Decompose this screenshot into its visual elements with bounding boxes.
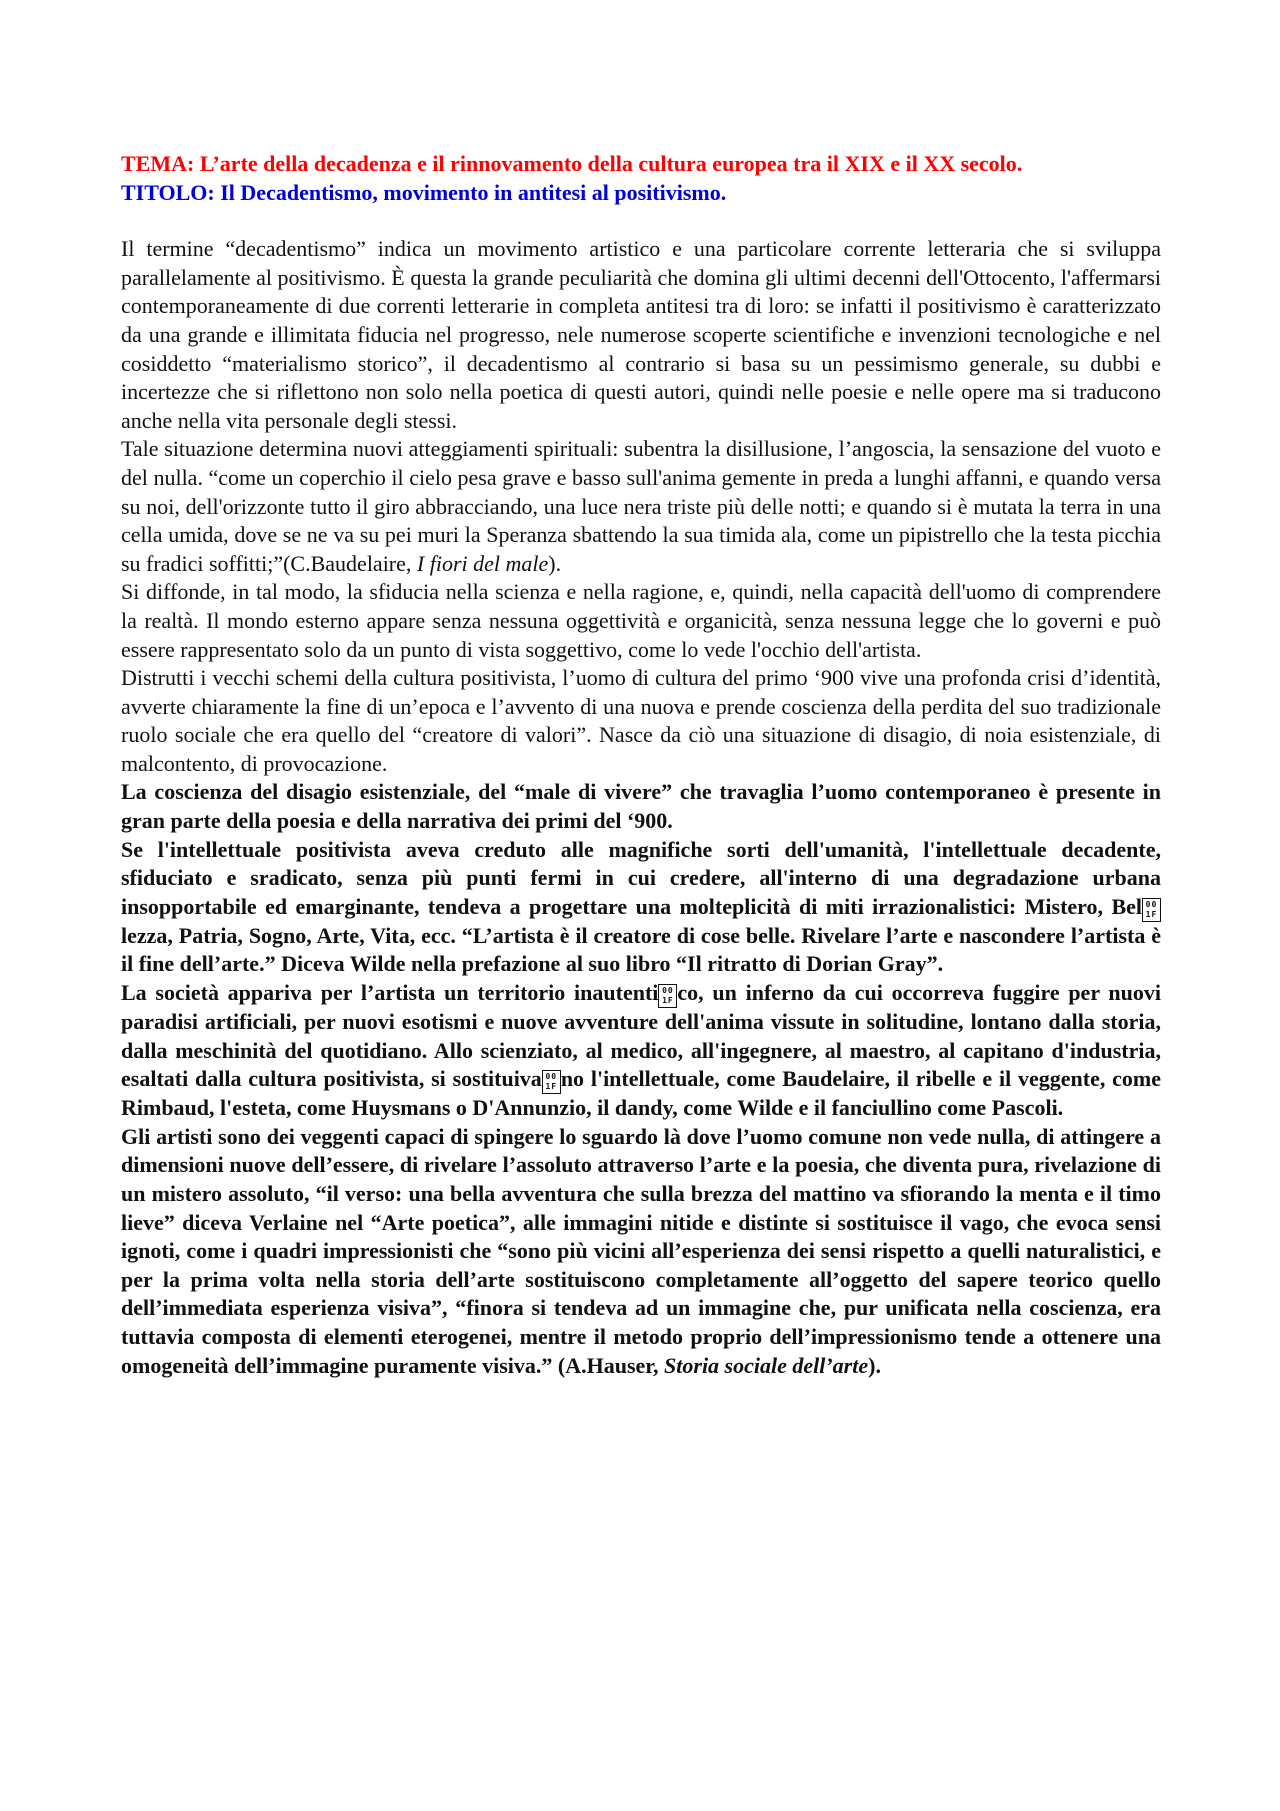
paragraph-7: [121, 979, 1161, 1123]
paragraph-2: [121, 435, 1161, 578]
missing-glyph-icon: 00 1F: [1142, 898, 1161, 922]
paragraph-7-b: co, un inferno da cui occorreva fuggire per nuovi paradisi artificiali, per nuovi esotismi e nuove avventure dell'anima vissute in solitudine, lontano dalla storia, dalla meschinità del quotidiano. Allo scienziato, al medico, all'ingegnere, al maestro, al capitano d'industria, esaltati dalla cultura positivista, si sostituiva: [121, 980, 1162, 1092]
paragraph-2-text: Tale situazione determina nuovi atteggiamenti spirituali: subentra la disillusione, l’angoscia, la sensazione del vuoto e del nulla. “come un coperchio il cielo pesa grave e basso sull'anima gemente in preda a lunghi affanni, e quando versa su noi, dell'orizzonte tutto il giro abbracciando, una luce nera triste più delle notti; e quando si è mutata la terra in una cella umida, dove se ne va su pei muri la Speranza sbattendo la sua timida ala, come un pipistrello che la testa picchia su fradici soffitti;”(C.Baudelaire,: [121, 436, 1161, 576]
missing-glyph-icon: 00 1F: [542, 1070, 561, 1094]
paragraph-2-end: ).: [548, 550, 562, 576]
paragraph-8: [121, 1123, 1161, 1380]
work-title-fiori: I fiori del male: [416, 550, 549, 576]
paragraph-6-b: lezza, Patria, Sogno, Arte, Vita, ecc. “L’artista è il creatore di cose belle. Rivelare l’arte e nascondere l’artista è il fine dell’arte.” Diceva Wilde nella prefazione al suo libro “Il ritratto di Dorian Gray”.: [121, 922, 1161, 977]
paragraph-8-text: Gli artisti sono dei veggenti capaci di spingere lo sguardo là dove l’uomo comune non vede nulla, di attingere a dimensioni nuove dell’essere, di rivelare l’assoluto attraverso l’arte e la poesia, che diventa pura, rivelazione di un mistero assoluto, “il verso: una bella avventura che sulla brezza del mattino va sfiorando la menta e il timo lieve” diceva Verlaine nel “Arte poetica”, alle immagini nitide e distinte si sostituisce il vago, che evoca sensi ignoti, come i quadri impressionisti che “sono più vicini all’esperienza dei sensi rispetto a quelli naturalistici, e per la prima volta nella storia dell’arte sostituiscono completamente all’oggetto del sapere teorico quello dell’immediata esperienza visiva”, “finora si tendeva ad un immagine che, pur unificata nella coscienza, era tuttavia composta di elementi eterogenei, mentre il metodo proprio dell’impressionismo tende a ottenere una omogeneità dell’immagine puramente visiva.” (A.Hauser,: [121, 1123, 1161, 1378]
tema-heading: TEMA: L’arte della decadenza e il rinnovamento della cultura europea tra il XIX e il XX secolo.: [121, 151, 1023, 176]
paragraph-1: Il termine “decadentismo” indica un movimento artistico e una particolare corrente letteraria che si sviluppa parallelamente al positivismo. È questa la grande peculiarità che domina gli ultimi decenni dell'Ottocento, l'affermarsi contemporaneamente di due correnti letterarie in completa antitesi tra di loro: se infatti il positivismo è caratterizzato da una grande e illimitata fiducia nel progresso, nele numerose scoperte scientifiche e invenzioni tecnologiche e nel cosiddetto “materialismo storico”, il decadentismo al contrario si basa su un pessimismo generale, su dubbi e incertezze che si riflettono non solo nella poetica di questi autori, quindi nelle poesie e nelle opere ma si traducono anche nella vita personale degli stessi.: [121, 236, 1161, 433]
paragraph-5: La coscienza del disagio esistenziale, del “male di vivere” che travaglia l’uomo contemporaneo è presente in gran parte della poesia e della narrativa dei primi del ‘900.: [121, 779, 1161, 834]
titolo-heading: TITOLO: Il Decadentismo, movimento in antitesi al positivismo.: [121, 179, 727, 205]
paragraph-3: Si diffonde, in tal modo, la sfiducia nella scienza e nella ragione, e, quindi, nella capacità dell'uomo di comprendere la realtà. Il mondo esterno appare senza nessuna oggettività e organicità, senza nessuna legge che lo governi e può essere rappresentato solo da un punto di vista soggettivo, come lo vede l'occhio dell'artista.: [121, 579, 1161, 662]
missing-glyph-icon: 00 1F: [658, 984, 677, 1008]
paragraph-4: Distrutti i vecchi schemi della cultura positivista, l’uomo di cultura del primo ‘900 vive una profonda crisi d’identità, avverte chiaramente la fine di un’epoca e l’avvento di una nuova e prende coscienza della perdita del suo tradizionale ruolo sociale che era quello del “creatore di valori”. Nasce da ciò una situazione di disagio, di noia esistenziale, di malcontento, di provocazione.: [121, 665, 1161, 776]
paragraph-7-c: no l'intellettuale, come Baudelaire, il ribelle e il veggente, come Rimbaud, l'esteta, come Huysmans o D'Annunzio, il dandy, come Wilde e il fanciullino come Pascoli.: [121, 1066, 1161, 1121]
paragraph-6-a: Se l'intellettuale positivista aveva creduto alle magnifiche sorti dell'umanità, l'intellettuale decadente, sfiduciato e sradicato, senza più punti fermi in cui credere, all'interno di una degradazione urbana insopportabile ed emarginante, tendeva a progettare una molteplicità di miti irrazionalistici: Mistero, Bel: [121, 836, 1161, 919]
document-page: [121, 150, 1161, 1380]
paragraph-8-end: ).: [868, 1352, 881, 1378]
paragraph-6: [121, 836, 1161, 979]
work-title-hauser: Storia sociale dell’arte: [664, 1352, 869, 1378]
paragraph-7-a: La società appariva per l’artista un territorio inautenti: [121, 980, 659, 1006]
